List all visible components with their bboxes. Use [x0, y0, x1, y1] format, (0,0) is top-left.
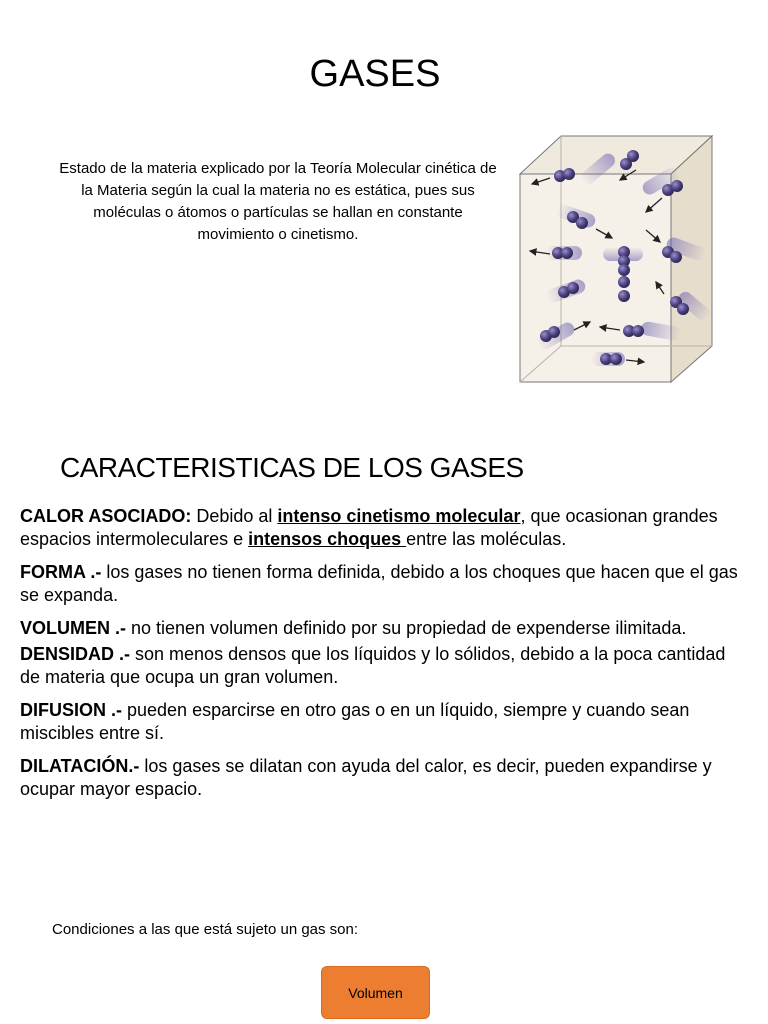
- feature-volumen: [20, 617, 745, 640]
- feature-emphasis: intensos choques: [248, 529, 407, 549]
- volumen-button[interactable]: Volumen: [321, 966, 430, 1019]
- feature-term: DILATACIÓN.-: [20, 756, 140, 776]
- section-heading: CARACTERISTICAS DE LOS GASES: [60, 452, 524, 483]
- feature-text: son menos densos que los líquidos y lo sólidos, debido a la poca cantidad de materia que ocupa un gran volumen.: [20, 644, 726, 687]
- feature-text: no tienen volumen definido por su propiedad de expenderse ilimitada.: [126, 618, 687, 638]
- gas-box-illustration: [516, 134, 716, 386]
- feature-densidad: [20, 643, 745, 689]
- feature-text: los gases no tienen forma definida, debido a los choques que hacen que el gas se expanda.: [20, 562, 738, 605]
- feature-term: DIFUSION .-: [20, 700, 122, 720]
- page-title: GASES: [309, 53, 441, 95]
- feature-text: Debido al: [191, 506, 278, 526]
- feature-term: CALOR ASOCIADO:: [20, 506, 192, 526]
- feature-dilatacion: [20, 755, 745, 801]
- feature-text: , que ocasionan grandes espacios intermoleculares e: [20, 506, 718, 549]
- intro-paragraph: Estado de la materia explicado por la Teoría Molecular cinética de la Materia según la cual la materia no es estática, pues sus moléculas o átomos o partículas se hallan en constante movimiento o cinetismo.: [59, 160, 497, 243]
- feature-forma: [20, 561, 745, 607]
- feature-calor-asociado: [20, 505, 745, 551]
- feature-text: los gases se dilatan con ayuda del calor, es decir, pueden expandirse y ocupar mayor espacio.: [20, 756, 712, 799]
- feature-difusion: [20, 699, 745, 745]
- feature-term: FORMA .-: [20, 562, 102, 582]
- conditions-text: Condiciones a las que está sujeto un gas son:: [52, 921, 359, 938]
- feature-term: VOLUMEN .-: [20, 618, 126, 638]
- feature-text: entre las moléculas.: [406, 529, 567, 549]
- feature-emphasis: intenso cinetismo molecular: [277, 506, 521, 526]
- feature-text: pueden esparcirse en otro gas o en un líquido, siempre y cuando sean miscibles entre sí.: [20, 700, 690, 743]
- feature-term: DENSIDAD .-: [20, 644, 131, 664]
- features-list: [20, 505, 745, 811]
